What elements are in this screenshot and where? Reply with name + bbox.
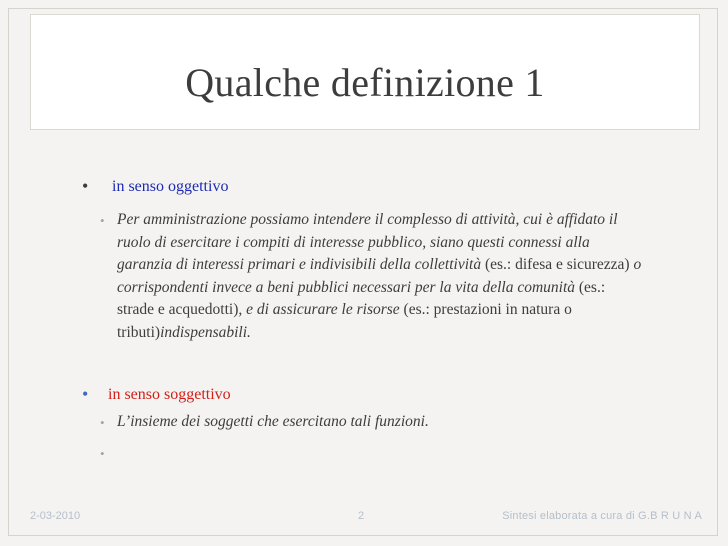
text-segment: (es.: prestazioni in natura o tributi) <box>117 301 572 341</box>
sub-item-text <box>117 209 645 344</box>
text-segment: Per amministrazione possiamo intendere il complesso di attività, cui è affidato il ruolo di esercitare i compiti di interesse pubblico, siano questi connessi alla garanzia di interessi primari e indivisibili della collettività <box>117 211 618 273</box>
sub-bullet-icon: • <box>100 213 105 228</box>
footer-date: 2-03-2010 <box>30 510 81 522</box>
footer-page-number: 2 <box>358 510 365 522</box>
text-segment: (es.: difesa e sicurezza) <box>481 256 634 273</box>
text-segment: , e di assicurare le risorse <box>238 301 404 318</box>
text-segment: indispensabili. <box>160 323 251 341</box>
item-label: in senso soggettivo <box>108 386 231 403</box>
sub-bullet-icon: • <box>100 415 105 430</box>
item-label: in senso oggettivo <box>112 178 229 195</box>
bullet-icon: • <box>82 176 89 196</box>
text-segment: o corrispondenti invece a beni pubblici necessari per la vita della comunità <box>117 256 642 296</box>
sub-bullet-icon: • <box>100 446 105 461</box>
footer-author: Sintesi elaborata a cura di G.B R U N A <box>502 510 702 522</box>
title-box <box>30 14 700 130</box>
slide-title: Qualche definizione 1 <box>185 60 545 105</box>
text-segment: (es.: strade e acquedotti) <box>117 278 606 318</box>
bullet-icon: • <box>82 384 89 404</box>
sub-item-text: L’insieme dei soggetti che esercitano tali funzioni. <box>117 413 429 430</box>
content-area <box>30 138 700 508</box>
